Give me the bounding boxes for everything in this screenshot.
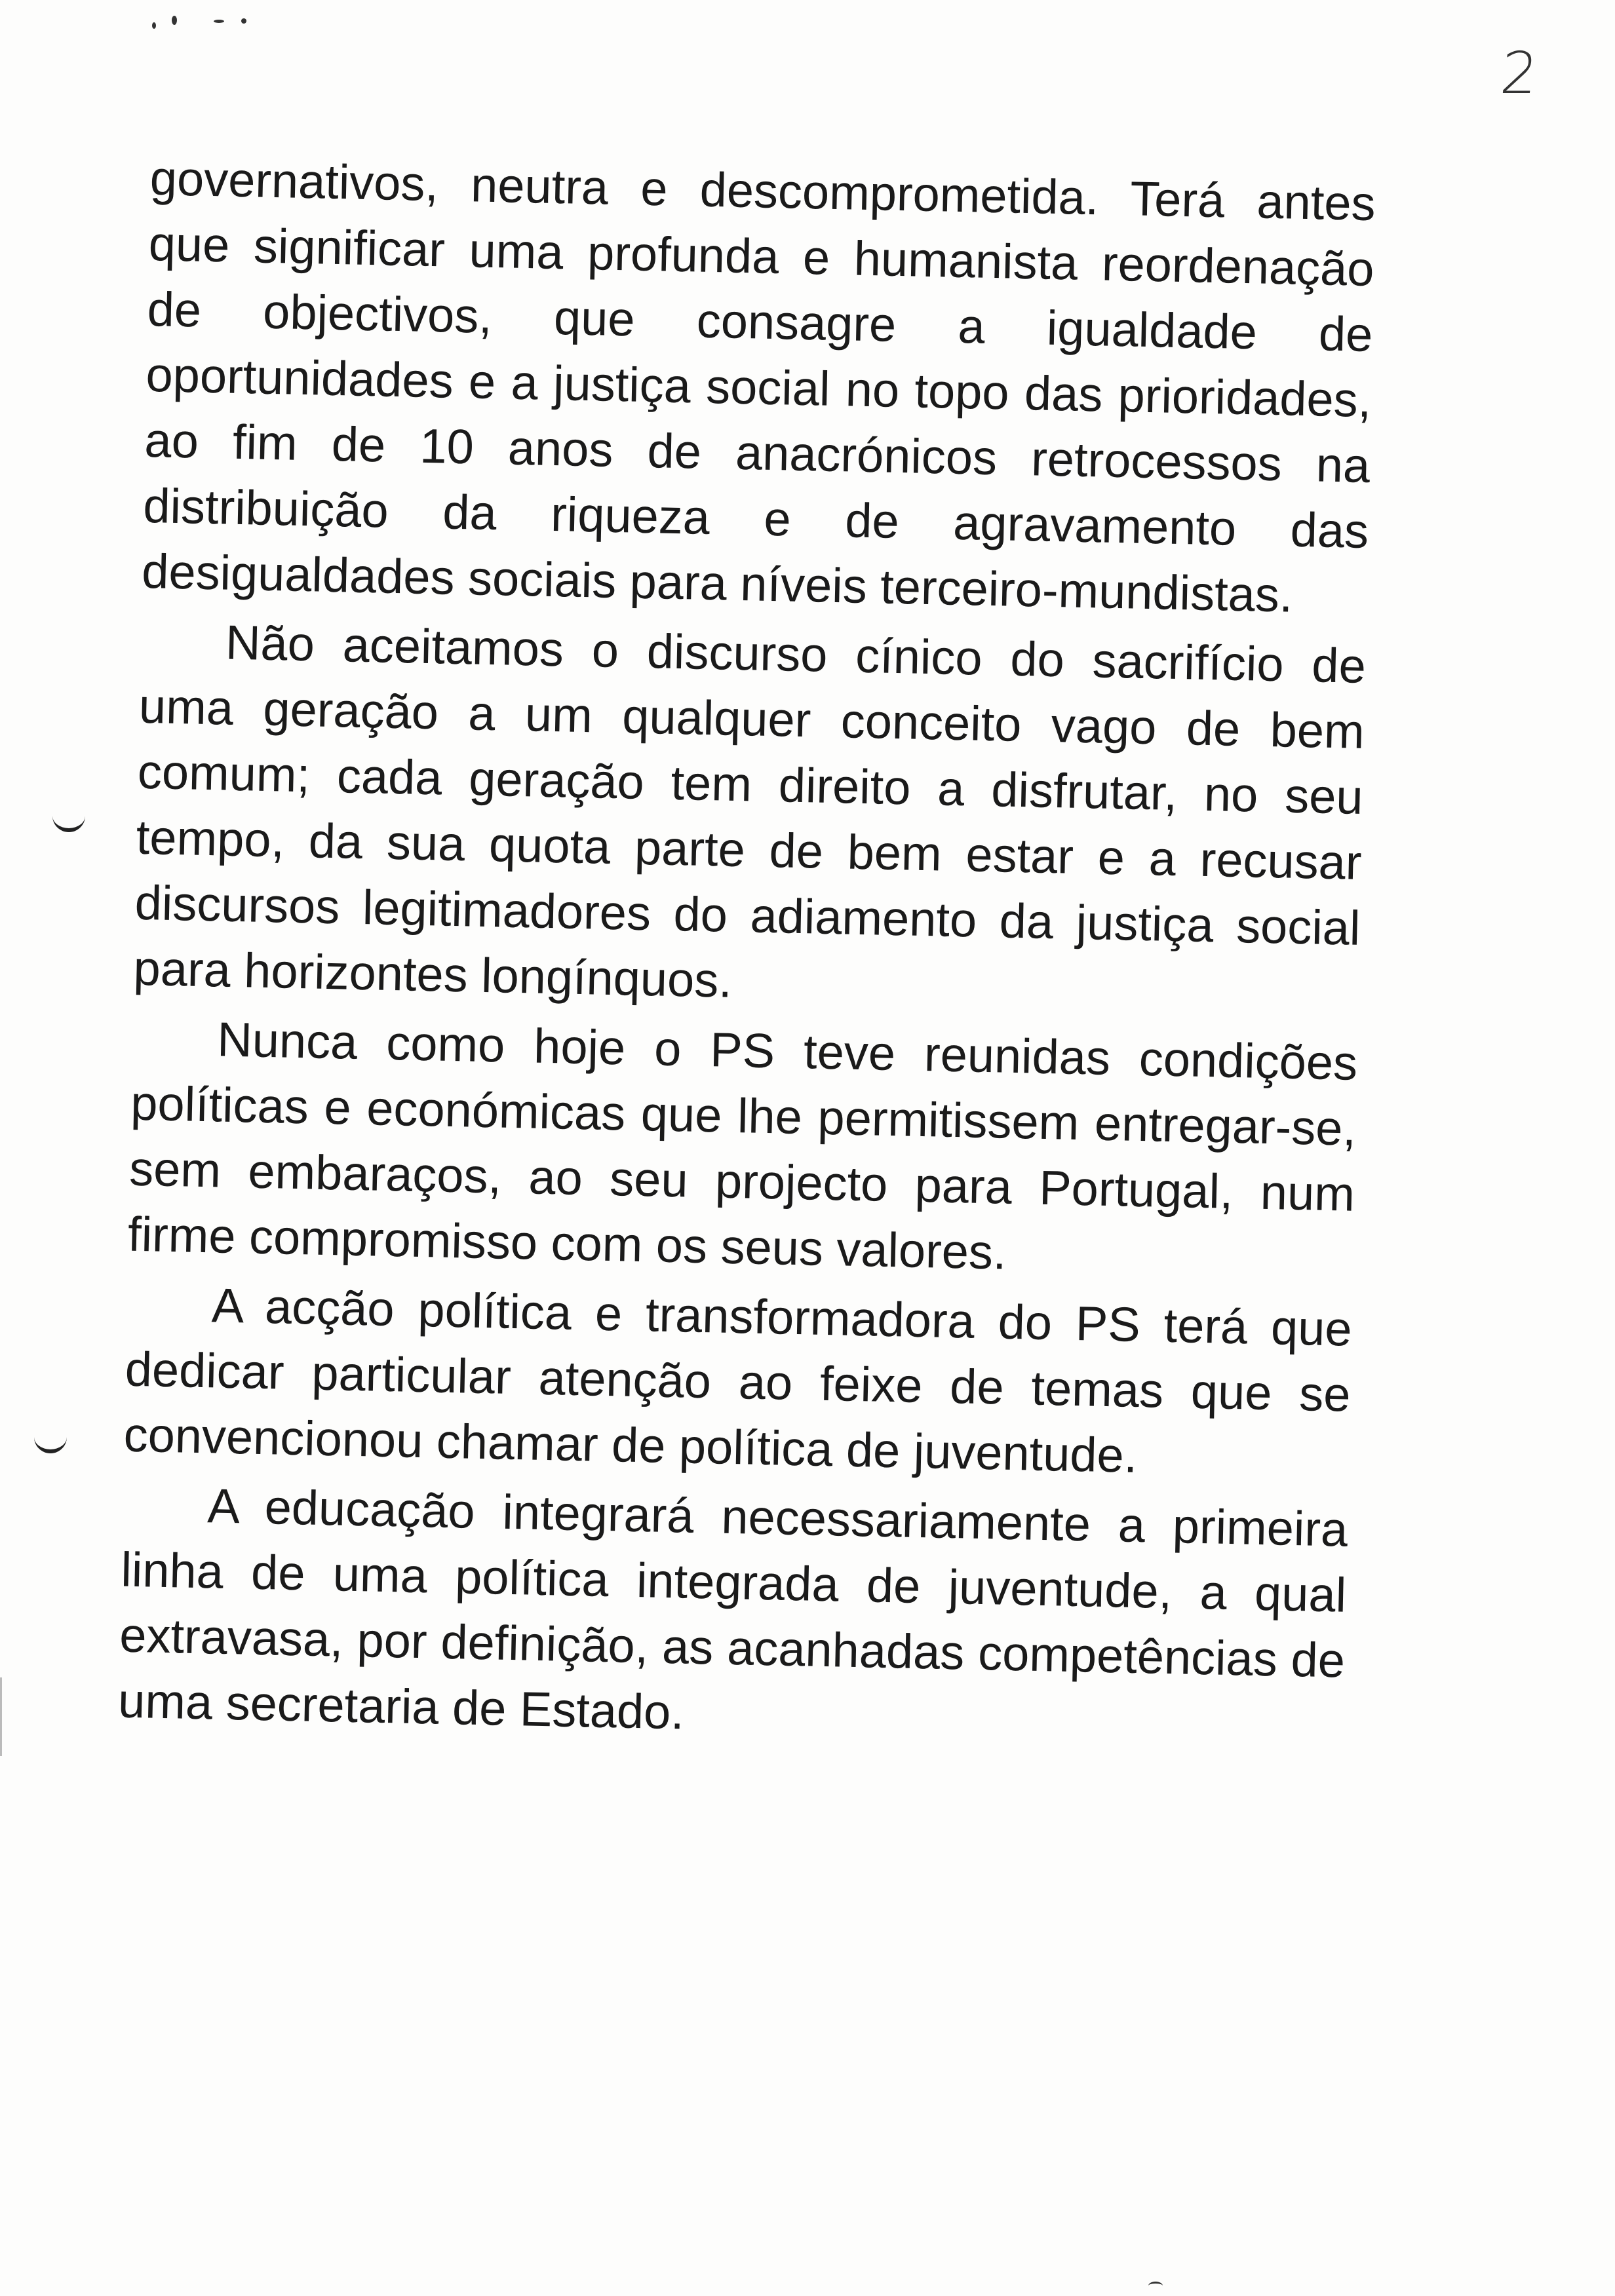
document-body [117,145,1376,1763]
paragraph-continuation: governativos, neutra e descomprometida. Terá antes que significar uma profunda e humanista reordenação de objectivos, que consagre a igualdade de oportunidades e a justiça social no topo das prioridades, ao fim de 10 anos de anacrónicos retrocessos na distribuição da riqueza e de agravamento das desigualdades sociais para níveis terceiro-mundistas. [141,150,1376,622]
scan-speck [214,20,224,23]
paragraph-generation: Não aceitamos o discurso cínico do sacrifício de uma geração a um qualquer conceito vago de bem comum; cada geração tem direito a disfrutar, no seu tempo, da sua quota parte de bem estar e a recusar discursos legitimadores do adiamento da justiça social para horizontes longínquos. [132,615,1367,1008]
page-number: 2 [1497,39,1542,107]
scan-speck [241,18,246,24]
scan-speck [172,16,177,25]
scan-speck [152,22,156,29]
margin-check-mark [34,1431,67,1453]
paragraph-ps-conditions: Nunca como hoje o PS teve reunidas condições políticas e económicas que lhe permitissem entregar-se, sem embaraços, ao seu projecto para Portugal, num firme compromisso com os seus valores. [127,1012,1358,1280]
paragraph-education: A educação integrará necessariamente a primeira linha de uma política integrada de juventude, a qual extravasa, por definição, as acanhadas competências de uma secretaria de Estado. [117,1478,1349,1740]
paragraph-youth-policy: A acção política e transformadora do PS terá que dedicar particular atenção ao feixe de temas que se convencionou chamar de política de juventude. [123,1278,1353,1483]
scan-edge-line [0,1677,2,1756]
margin-check-mark [52,810,85,832]
scan-speck [1148,2282,1163,2290]
